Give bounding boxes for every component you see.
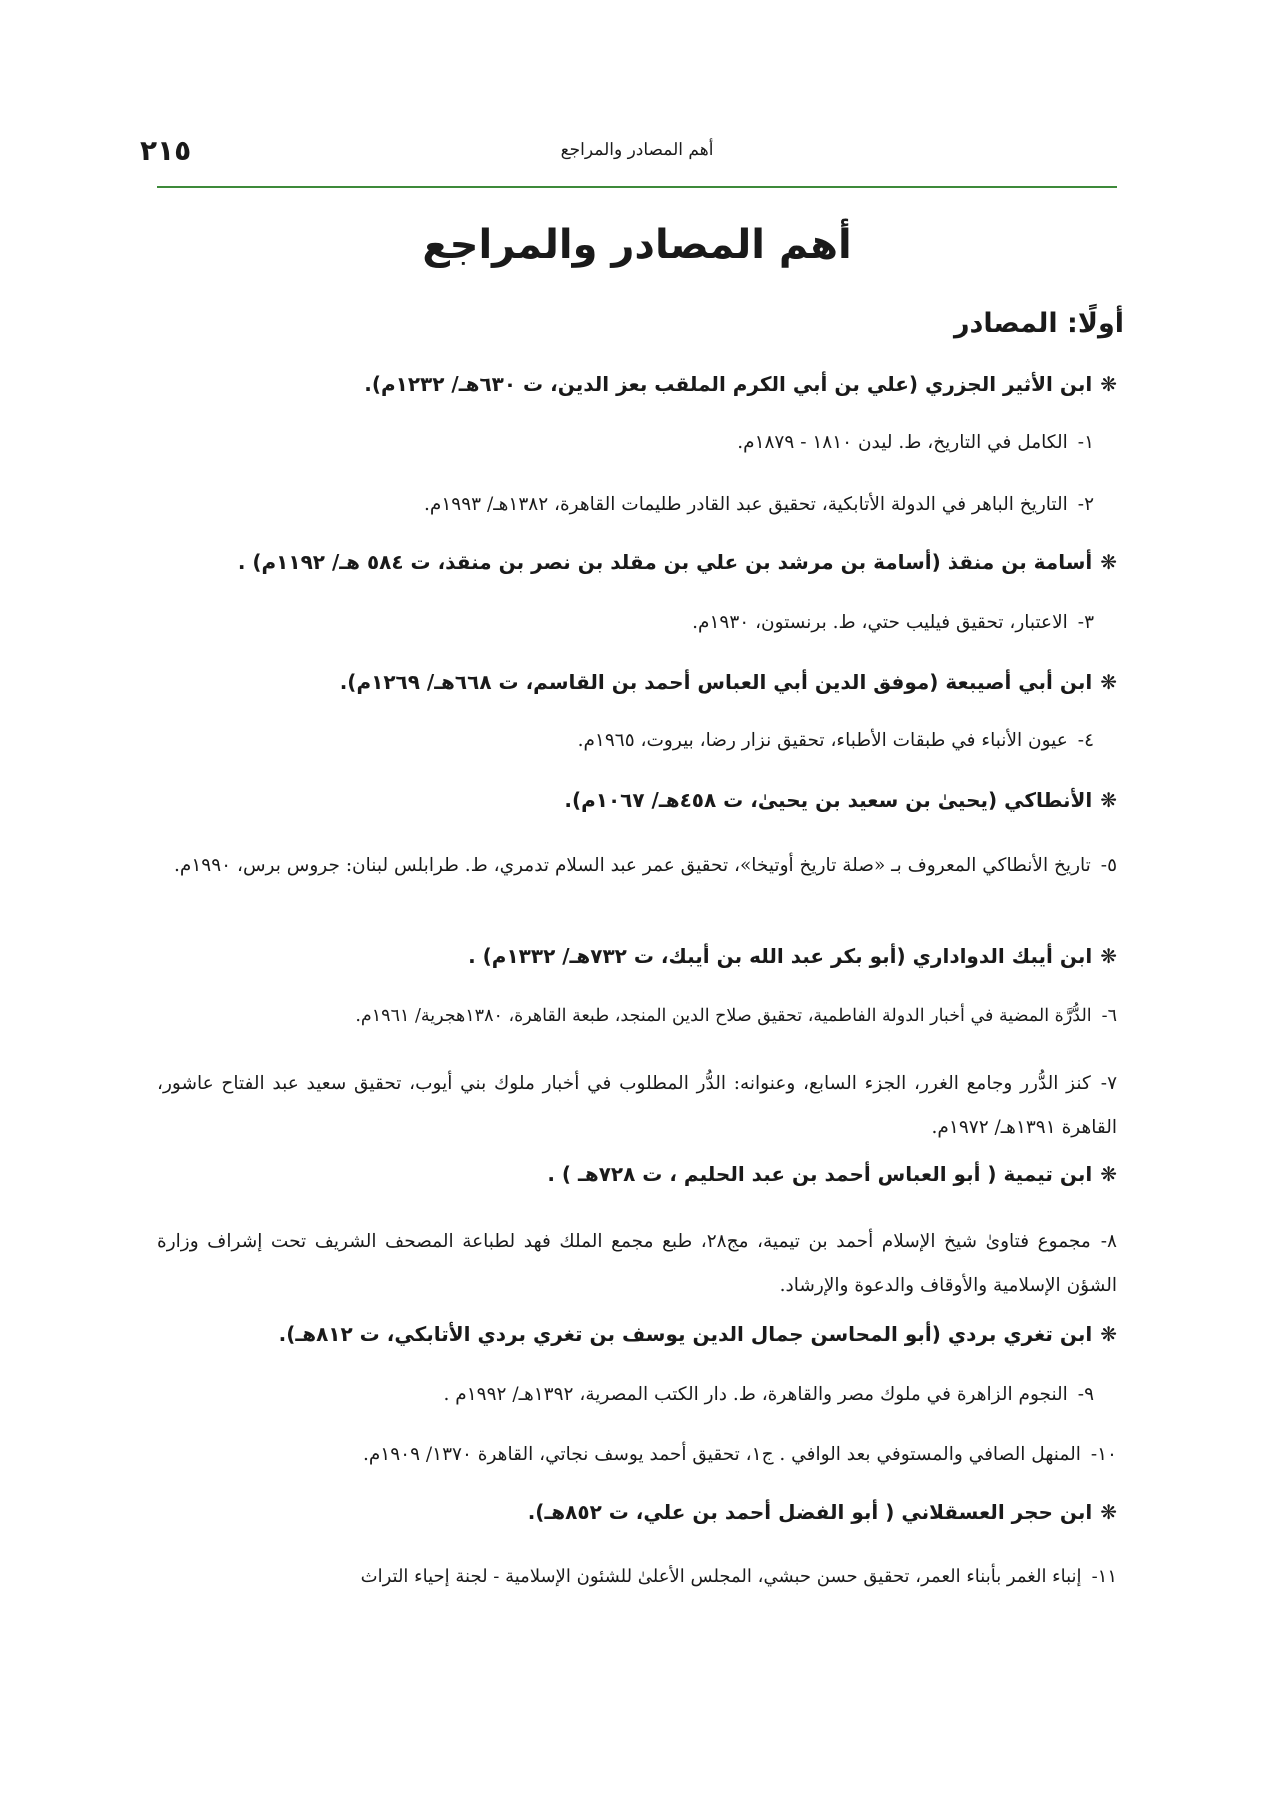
entry-number: ٤- <box>1077 730 1094 751</box>
author-heading <box>468 944 1117 968</box>
author-text: ابن أبي أصيبعة (موفق الدين أبي العباس أحمد بن القاسم، ت ٦٦٨هـ/ ١٢٦٩م). <box>339 670 1093 694</box>
entry-number: ٦- <box>1101 1006 1117 1026</box>
page-title: أهم المصادر والمراجع <box>422 222 852 268</box>
entry-text: المنهل الصافي والمستوفي بعد الوافي . ج١، تحقيق أحمد يوسف نجاتي، القاهرة ١٣٧٠/ ١٩٠٩م. <box>362 1444 1081 1465</box>
asterism-icon: ❋ <box>1100 944 1117 968</box>
asterism-icon: ❋ <box>1100 372 1117 396</box>
asterism-icon: ❋ <box>1100 550 1117 574</box>
author-heading <box>340 670 1117 694</box>
bibliography-entry <box>578 730 1094 751</box>
author-heading <box>547 1162 1117 1186</box>
entry-text: تاريخ الأنطاكي المعروف بـ «صلة تاريخ أوتيخا»، تحقيق عمر عبد السلام تدمري، ط. طرابلس لبنان: جروس برس، ١٩٩٠م. <box>174 855 1091 876</box>
entry-text: كنز الدُّرر وجامع الغرر، الجزء السابع، وعنوانه: الدُّر المطلوب في أخبار ملوك بني أيوب، تحقيق سعيد عبد الفتاح عاشور، القاهرة ١٣٩١هـ/ ١٩٧٢م. <box>157 1073 1117 1138</box>
entry-number: ٩- <box>1077 1384 1094 1405</box>
entry-text: إنباء الغمر بأبناء العمر، تحقيق حسن حبشي، المجلس الأعلىٰ للشئون الإسلامية - لجنة إحياء التراث <box>360 1566 1082 1587</box>
bibliography-entry <box>737 432 1094 453</box>
bibliography-entry <box>692 612 1094 633</box>
author-text: ابن أيبك الدواداري (أبو بكر عبد الله بن أيبك، ت ٧٣٢هـ/ ١٣٣٢م) . <box>468 944 1093 968</box>
author-heading <box>279 1322 1117 1346</box>
bibliography-entry <box>443 1384 1094 1405</box>
entry-text: مجموع فتاوىٰ شيخ الإسلام أحمد بن تيمية، مج٢٨، طبع مجمع الملك فهد لطباعة المصحف الشريف تحت إشراف وزارة الشؤن الإسلامية والأوقاف والدعوة والإرشاد. <box>157 1231 1117 1296</box>
author-heading <box>564 788 1117 812</box>
bibliography-entry <box>361 1566 1117 1587</box>
asterism-icon: ❋ <box>1100 1162 1117 1186</box>
entry-number: ٢- <box>1077 494 1094 515</box>
entry-number: ١١- <box>1091 1566 1117 1587</box>
entry-number: ٥- <box>1100 855 1117 876</box>
asterism-icon: ❋ <box>1100 788 1117 812</box>
asterism-icon: ❋ <box>1100 670 1117 694</box>
entry-text: الاعتبار، تحقيق فيليب حتي، ط. برنستون، ١٩٣٠م. <box>692 612 1068 633</box>
entry-text: عيون الأنباء في طبقات الأطباء، تحقيق نزار رضا، بيروت، ١٩٦٥م. <box>577 730 1068 751</box>
running-head: أهم المصادر والمراجع <box>560 140 714 160</box>
entry-text: التاريخ الباهر في الدولة الأتابكية، تحقيق عبد القادر طليمات القاهرة، ١٣٨٢هـ/ ١٩٩٣م. <box>424 494 1068 515</box>
author-heading <box>238 550 1117 574</box>
entry-text: الكامل في التاريخ، ط. ليدن ١٨١٠ - ١٨٧٩م. <box>737 432 1068 453</box>
bibliography-entry <box>157 1062 1117 1150</box>
entry-number: ٧- <box>1100 1073 1117 1094</box>
page-number: ٢١٥ <box>140 134 192 167</box>
author-text: الأنطاكي (يحيىٰ بن سعيد بن يحيىٰ، ت ٤٥٨هـ/ ١٠٦٧م). <box>564 788 1093 812</box>
author-text: ابن تيمية ( أبو العباس أحمد بن عبد الحليم ، ت ٧٢٨هـ ) . <box>547 1162 1093 1186</box>
author-text: ابن حجر العسقلاني ( أبو الفضل أحمد بن علي، ت ٨٥٢هـ). <box>527 1500 1093 1524</box>
author-text: ابن تغري بردي (أبو المحاسن جمال الدين يوسف بن تغري بردي الأتابكي، ت ٨١٢هـ). <box>278 1322 1093 1346</box>
entry-number: ٨- <box>1100 1231 1117 1252</box>
author-heading <box>528 1500 1117 1524</box>
author-text: ابن الأثير الجزري (علي بن أبي الكرم الملقب بعز الدين، ت ٦٣٠هـ/ ١٢٣٢م). <box>364 372 1093 396</box>
section-heading: أولًا: المصادر <box>954 308 1124 339</box>
bibliography-entry <box>363 1444 1117 1465</box>
entry-text: الدُّرَّة المضية في أخبار الدولة الفاطمية، تحقيق صلاح الدين المنجد، طبعة القاهرة، ١٣٨٠هجرية/ ١٩٦١م. <box>355 1006 1092 1026</box>
asterism-icon: ❋ <box>1100 1500 1117 1524</box>
author-text: أسامة بن منقذ (أسامة بن مرشد بن علي بن مقلد بن نصر بن منقذ، ت ٥٨٤ هـ/ ١١٩٢م) . <box>237 550 1093 574</box>
entry-number: ١٠- <box>1090 1444 1117 1465</box>
header-rule <box>157 186 1117 188</box>
entry-number: ٣- <box>1077 612 1094 633</box>
bibliography-entry <box>355 1006 1117 1026</box>
bibliography-entry <box>157 1220 1117 1308</box>
asterism-icon: ❋ <box>1100 1322 1117 1346</box>
author-heading <box>364 372 1117 396</box>
bibliography-entry <box>157 844 1117 888</box>
bibliography-entry <box>424 494 1094 515</box>
entry-number: ١- <box>1077 432 1094 453</box>
entry-text: النجوم الزاهرة في ملوك مصر والقاهرة، ط. دار الكتب المصرية، ١٣٩٢هـ/ ١٩٩٢م . <box>443 1384 1068 1405</box>
